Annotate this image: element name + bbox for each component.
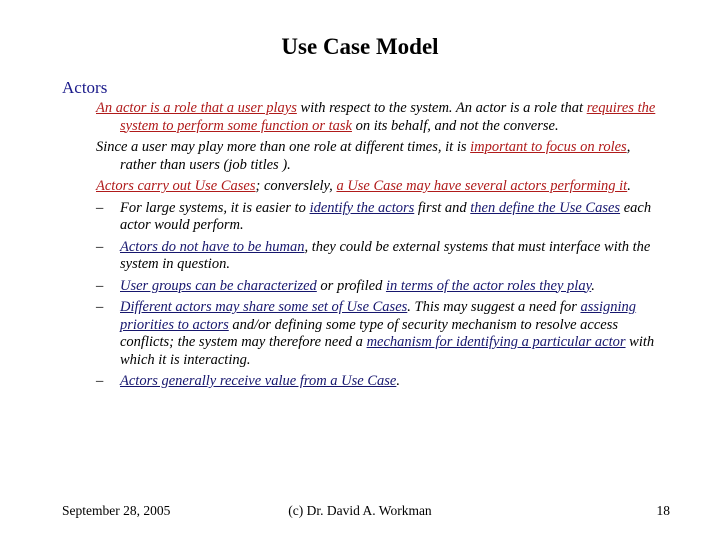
emphasis-text: important to focus on roles: [470, 139, 627, 155]
emphasis-text: Different actors may share some set of Use Cases: [120, 299, 408, 315]
emphasis-text: Actors carry out Use Cases: [96, 178, 256, 194]
list-item: [96, 373, 666, 391]
body-text: Since a user may play more than one role at different times, it is: [96, 139, 471, 155]
body-text: .: [591, 277, 595, 294]
bullet-dash: –: [96, 373, 104, 389]
body-text: each actor would perform.: [120, 199, 652, 233]
body-text: . This may suggest a need for: [407, 299, 581, 315]
paragraph-actor-definition: [96, 100, 666, 135]
emphasis-text: mechanism for identifying a particular actor: [366, 334, 626, 350]
footer-author: (c) Dr. David A. Workman: [288, 503, 432, 518]
section-heading: Actors: [62, 78, 108, 97]
bullet-dash: –: [96, 277, 104, 294]
body-text: .: [627, 178, 631, 194]
list-item: [96, 299, 666, 369]
body-text: and/or defining some type of security mechanism to resolve access conflicts; the system may therefore need a: [120, 316, 619, 350]
body-text: , they could be external systems that must interface with the system in question.: [120, 238, 651, 272]
body-text: with which it is interacting.: [120, 334, 655, 368]
list-item: [96, 239, 666, 274]
emphasis-text: assigning priorities to actors: [120, 299, 637, 333]
footer-page-number: 18: [656, 503, 670, 518]
emphasis-text: An actor is a role that a user plays: [96, 100, 297, 116]
body-text: .: [396, 373, 400, 389]
body-text: , rather than users (job titles ).: [120, 139, 631, 173]
body-text: For large systems, it is easier to: [120, 199, 310, 216]
emphasis-text: then define the Use Cases: [470, 199, 621, 216]
body-text: or profiled: [316, 277, 386, 294]
list-item: [96, 200, 666, 235]
body-text: ; converslely,: [255, 178, 337, 194]
slide-body: [96, 100, 666, 395]
bullet-dash: –: [96, 299, 104, 315]
bullet-dash: –: [96, 199, 104, 216]
body-text: on its behalf, and not the converse.: [351, 117, 559, 134]
slide-title: Use Case Model: [281, 34, 439, 59]
paragraph-use-cases: [96, 178, 666, 196]
emphasis-text: identify the actors: [309, 199, 415, 216]
emphasis-text: User groups can be characterized: [120, 277, 317, 294]
emphasis-text: Actors do not have to be human: [120, 238, 305, 255]
body-text: with respect to the system. An actor is a role that: [296, 100, 587, 116]
bullet-dash: –: [96, 238, 104, 255]
footer-date: September 28, 2005: [62, 503, 171, 518]
list-item: [96, 278, 666, 296]
emphasis-text: in terms of the actor roles they play: [385, 277, 592, 294]
emphasis-text: requires the system to perform some function or task: [120, 100, 656, 134]
emphasis-text: Actors generally receive value from a Use Case: [120, 373, 397, 389]
body-text: first and: [414, 199, 471, 216]
emphasis-text: a Use Case may have several actors performing it: [336, 178, 628, 194]
paragraph-roles: [96, 139, 666, 174]
